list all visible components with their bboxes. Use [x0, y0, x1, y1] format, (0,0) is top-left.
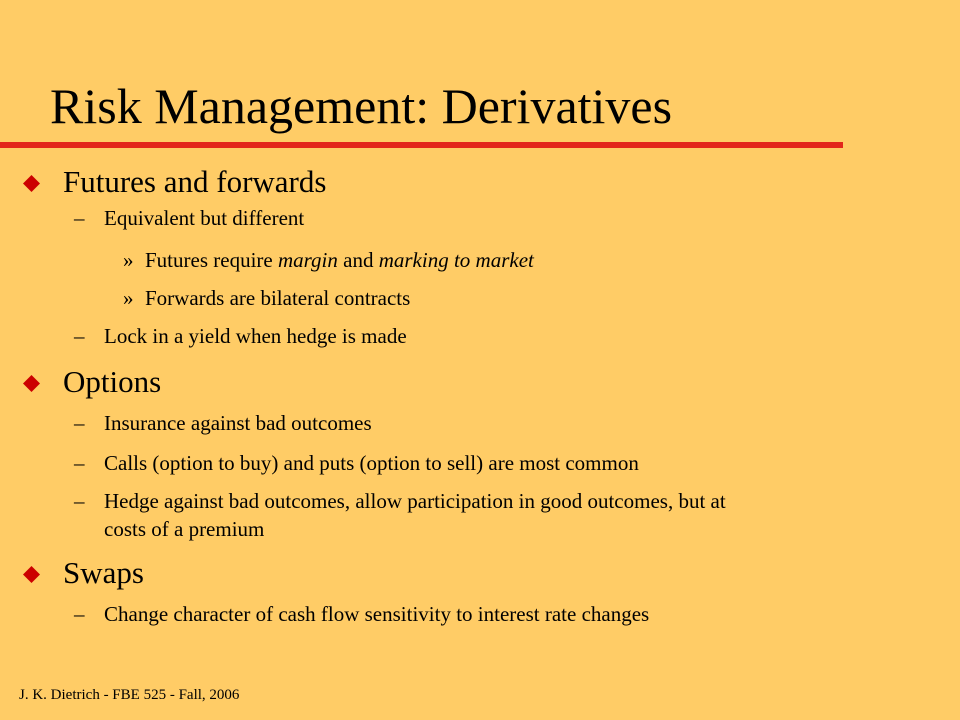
dash-marker: –	[74, 489, 85, 513]
dash-item	[74, 206, 305, 230]
dash-item	[74, 602, 650, 626]
dash-item	[74, 451, 639, 475]
diamond-bullet-icon	[23, 175, 40, 192]
sub-item	[123, 286, 411, 310]
bullet-options	[63, 365, 161, 399]
bullet-label: Swaps	[63, 555, 144, 590]
dash-text-line1: Hedge against bad outcomes, allow participation in good outcomes, but at	[104, 489, 726, 513]
sub-text-marking: marking to market	[378, 248, 534, 272]
dash-text-line2: costs of a premium	[104, 517, 265, 541]
slide-footer: J. K. Dietrich - FBE 525 - Fall, 2006	[19, 687, 240, 703]
dash-item	[74, 411, 372, 435]
sub-text: Forwards are bilateral contracts	[145, 286, 411, 310]
sub-item	[123, 248, 534, 272]
dash-marker: –	[74, 324, 85, 348]
sub-text-mid: and	[337, 248, 379, 272]
dash-text: Lock in a yield when hedge is made	[104, 324, 407, 348]
sub-text-pre: Futures require	[145, 248, 278, 272]
sub-marker: »	[123, 248, 134, 272]
dash-item	[74, 324, 407, 348]
dash-marker: –	[74, 602, 85, 626]
dash-item	[74, 489, 726, 513]
sub-marker: »	[123, 286, 134, 310]
dash-text: Insurance against bad outcomes	[104, 411, 372, 435]
dash-marker: –	[74, 451, 85, 475]
bullet-label: Options	[63, 364, 162, 399]
dash-marker: –	[74, 206, 85, 230]
dash-text: Change character of cash flow sensitivity to interest rate changes	[104, 602, 650, 626]
dash-marker: –	[74, 411, 85, 435]
dash-text: Calls (option to buy) and puts (option to sell) are most common	[104, 451, 639, 475]
bullet-label: Futures and forwards	[63, 164, 327, 199]
dash-item-continuation	[104, 517, 264, 541]
slide-title: Risk Management: Derivatives	[50, 78, 673, 134]
bullet-futures-forwards	[63, 165, 326, 199]
title-underline	[0, 142, 843, 148]
dash-text: Equivalent but different	[104, 206, 305, 230]
bullet-swaps	[63, 556, 144, 590]
diamond-bullet-icon	[23, 566, 40, 583]
sub-text-margin: margin	[277, 248, 338, 272]
diamond-bullet-icon	[23, 375, 40, 392]
